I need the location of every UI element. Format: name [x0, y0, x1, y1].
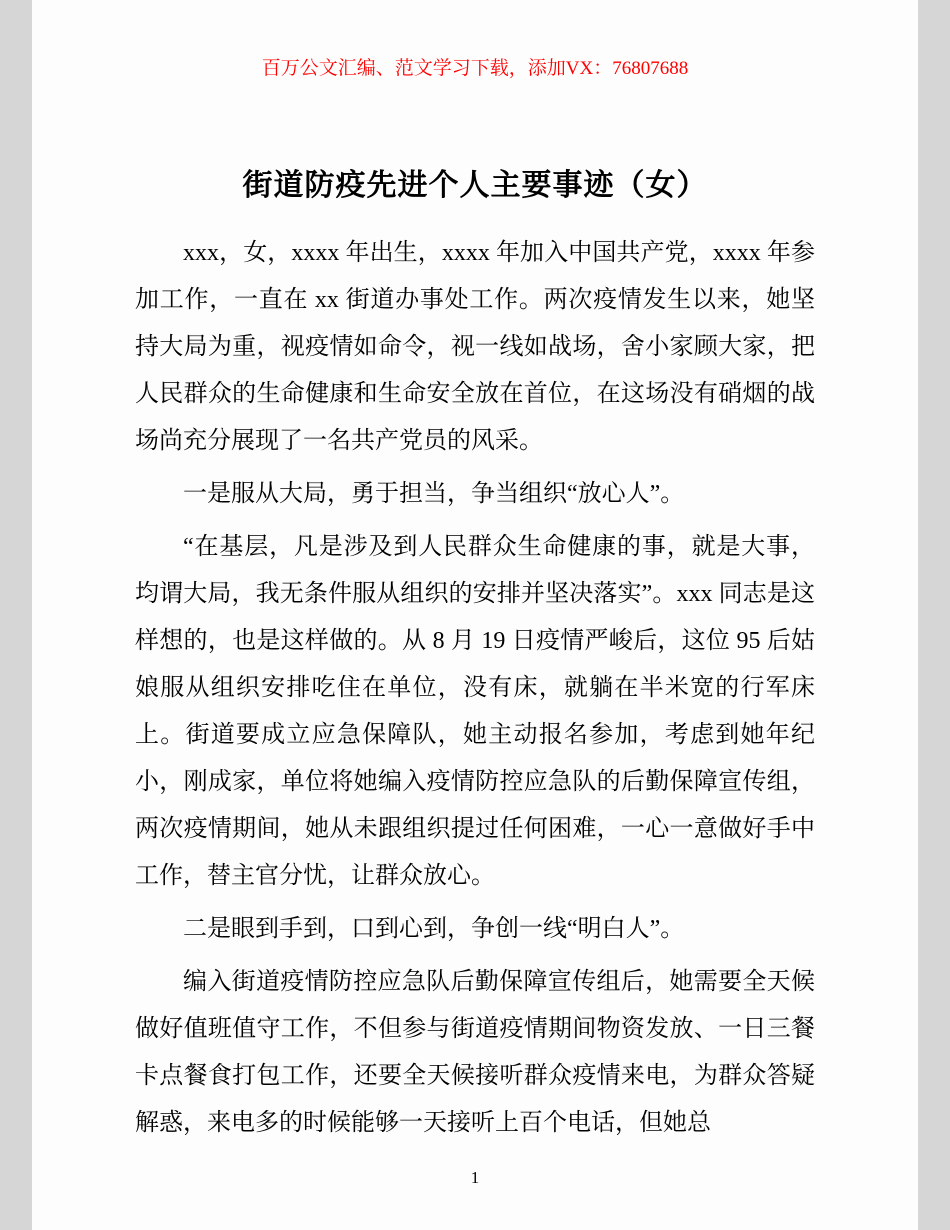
document-title: 街道防疫先进个人主要事迹（女） — [242, 169, 708, 202]
section-heading-1: 一是服从大局，勇于担当，争当组织“放心人”。 — [183, 481, 685, 507]
header-notice: 百万公文汇编、范文学习下载，添加VX：76807688 — [261, 58, 689, 79]
paragraph-intro: xxx，女，xxxx 年出生，xxxx 年加入中国共产党，xxxx 年参加工作，一直在 xx 街道办事处工作。两次疫情发生以来，她坚持大局为重，视疫情如命令，视一线如战场，舍小家顾大家，把人民群众的生命健康和生命安全放在首位，在这场没有硝烟的战场尚充分展现了一名共产党员的风采。 — [135, 240, 815, 454]
document-page — [32, 0, 918, 1230]
section-heading-2: 二是眼到手到，口到心到，争创一线“明白人”。 — [183, 916, 685, 942]
page-number: 1 — [470, 1168, 480, 1187]
paragraph-section-1: “在基层，凡是涉及到人民群众生命健康的事，就是大事，均谓大局，我无条件服从组织的安排并坚决落实”。xxx 同志是这样想的，也是这样做的。从 8 月 19 日疫情严峻后，这位 95 后姑娘服从组织安排吃住在单位，没有床，就躺在半米宽的行军床上。街道要成立应急保障队，她主动报名参加，考虑到她年纪小，刚成家，单位将她编入疫情防控应急队的后勤保障宣传组，两次疫情期间，她从未跟组织提过任何困难，一心一意做好手中工作，替主官分忧，让群众放心。 — [135, 534, 815, 889]
paragraph-section-2: 编入街道疫情防控应急队后勤保障宣传组后，她需要全天候做好值班值守工作，不但参与街道疫情期间物资发放、一日三餐卡点餐食打包工作，还要全天候接听群众疫情来电，为群众答疑解惑，来电多的时候能够一天接听上百个电话，但她总 — [135, 969, 815, 1136]
